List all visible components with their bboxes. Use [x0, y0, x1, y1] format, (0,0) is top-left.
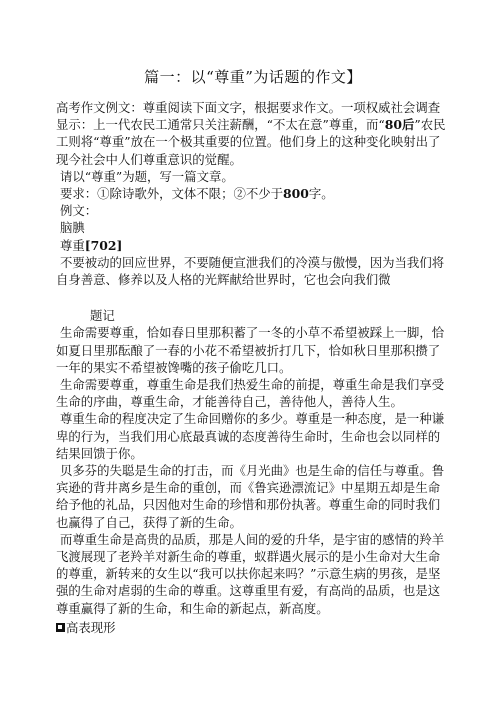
requirement-line: [56, 185, 450, 202]
note-line: 题记: [90, 308, 115, 324]
intro-text-2: ”农民工则将“尊重”放在一个极其重要的位置。他们身上的这种变化映射出了现今社会中人们尊重意识的觉醒。: [56, 117, 446, 167]
prompt-line: 请以“尊重”为题，写一篇文章。: [60, 168, 234, 184]
document-title: 篇一：以“尊重”为话题的作文】: [144, 68, 362, 86]
footer-line: [56, 619, 450, 636]
intro-text-1: 高考作文例文：尊重阅读下面文字，根据要求作文。一项权威社会调查显示：上一代农民工通常只关注薪酬，“不太在意”尊重，而“: [56, 100, 441, 133]
requirement-number: 800: [283, 186, 309, 202]
body-paragraph: 生命需要尊重，尊重生命是我们热爱生命的前提，尊重生命是我们享受生命的序曲，尊重生命，才能善待自己，善待他人，善待人生。: [56, 377, 445, 410]
lead-paragraph: 不要被动的回应世界，不要随便宣泄我们的冷漠与傲慢，因为当我们将自身善意、修养以及人格的光辉献给世界时，它也会向我们微: [56, 254, 445, 288]
requirement-suffix: 字。: [308, 186, 334, 202]
example-label: 例文：: [60, 203, 98, 219]
author-line: 脑腆: [60, 220, 85, 236]
footer-text: 高表现形: [66, 619, 116, 635]
body-paragraph: 生命需要尊重，恰如春日里那积蓄了一冬的小草不希望被踩上一脚，恰如夏日里那酝酿了一春的小花不希望被折打几下，恰如秋日里那积攒了一年的果实不希望被馋嘴的孩子偷吃几口。: [56, 325, 445, 375]
body-paragraph: 贝多芬的失聪是生命的打击，而《月光曲》也是生命的信任与尊重。鲁宾逊的背井离乡是生命的重创，而《鲁宾逊漂流记》中星期五却是生命给予他的礼品，只因他对生命的珍惜和那份执著。尊重生命的同时我们也赢得了自己，获得了新的生命。: [56, 463, 445, 530]
intro-paragraph: [56, 99, 450, 168]
square-marker-icon: [56, 623, 65, 632]
essay-title: [56, 237, 450, 254]
document-page: [56, 66, 450, 636]
intro-80s: 80后: [384, 117, 415, 133]
spacer: [56, 288, 450, 305]
body-paragraph: 而尊重生命是高贵的品质，那是人间的爱的升华，是宇宙的感情的羚羊飞渡展现了老羚羊对新生命的尊重，蚁群遇火展示的是小生命对大生命的尊重，新转来的女生以“我可以扶你起来吗？”示意生病的男孩，是坚强的生命对虐弱的生命的尊重。这尊重里有爱，有高尚的品质，也是这尊重赢得了新的生命，和生命的新起点，新高度。: [56, 531, 445, 616]
essay-title-text: 尊重: [60, 237, 85, 253]
essay-title-code: [702]: [84, 237, 123, 253]
requirement-text: 要求：①除诗歌外，文体不限；②不少于: [60, 186, 284, 202]
body-paragraph: 尊重生命的程度决定了生命回赠你的多少。尊重是一种态度，是一种谦卑的行为，当我们用心底最真诚的态度善待生命时，生命也会以同样的结果回馈于你。: [56, 411, 445, 461]
